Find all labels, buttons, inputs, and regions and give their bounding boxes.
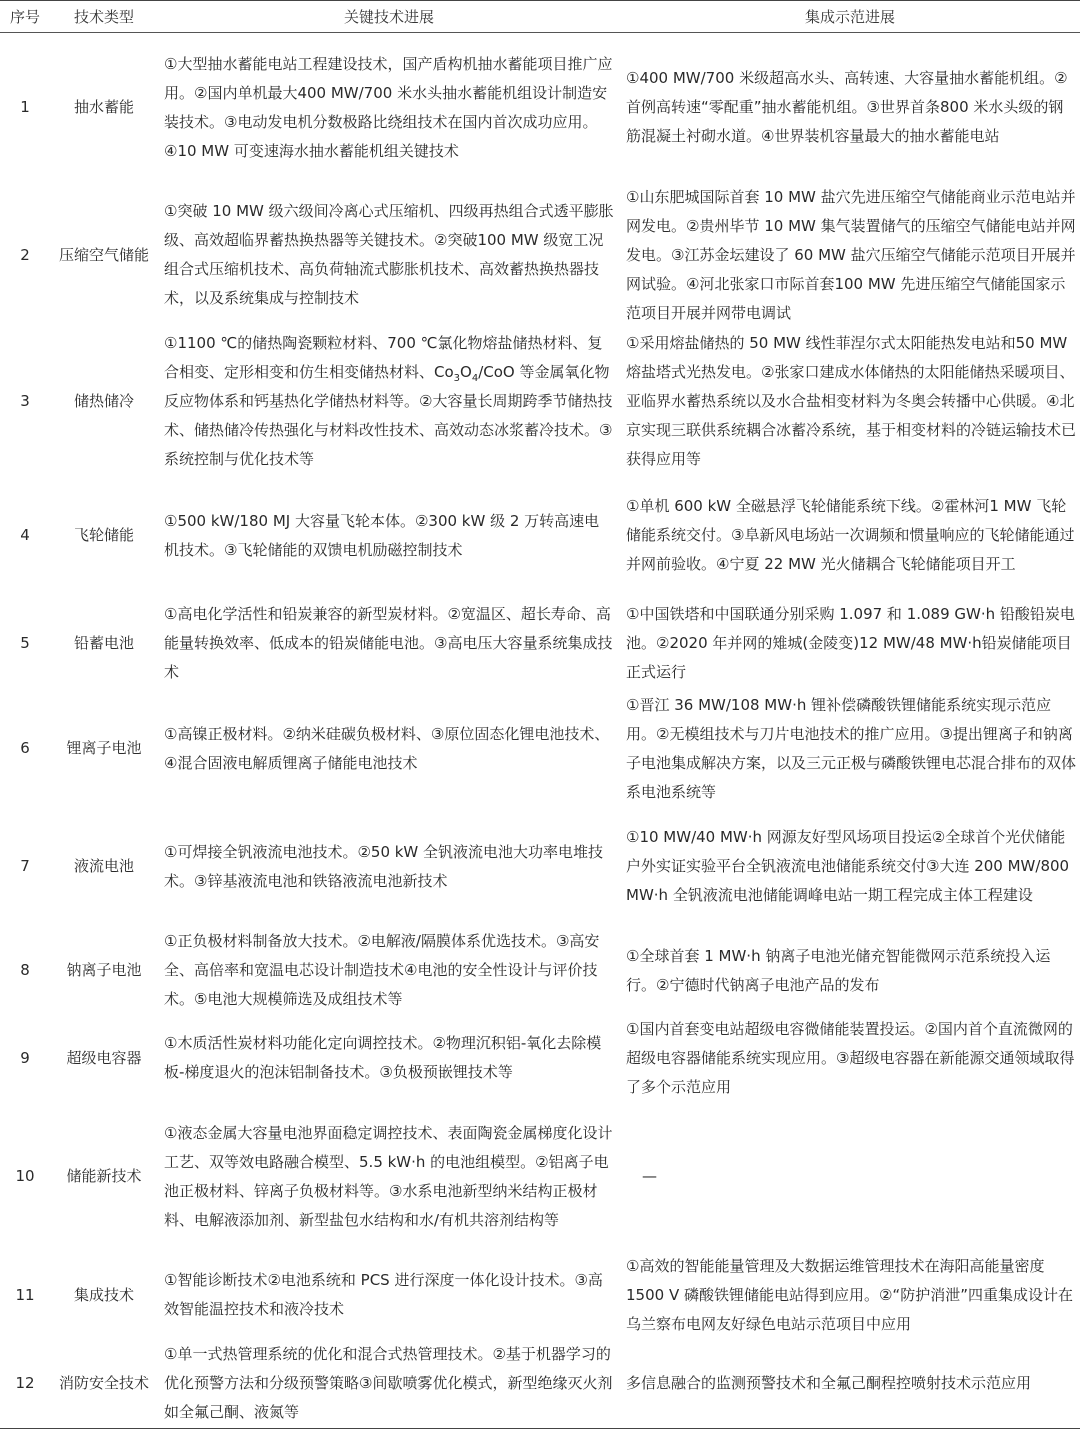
table-row (0, 1102, 1080, 1252)
tech-type: 抽水蓄能 (73, 98, 134, 117)
tech-type: 液流电池 (73, 857, 134, 875)
row-number: 6 (20, 739, 30, 757)
tech-type: 锂离子电池 (66, 739, 142, 757)
row-number: 10 (15, 1167, 35, 1185)
tech-type: 集成技术 (73, 1285, 134, 1304)
table-row (0, 807, 1080, 927)
key-progress: ①木质活性炭材料功能化定向调控技术。②物理沉积铝-氧化去除模板-梯度退火的泡沫铝制备技术。③负极预嵌锂技术等 (164, 1034, 602, 1081)
row-number: 8 (20, 961, 30, 979)
row-number: 12 (0, 1339, 50, 1429)
row-number: 2 (20, 245, 30, 264)
key-progress: ①大型抽水蓄能电站工程建设技术，国产盾构机抽水蓄能项目推广应用。②国内单机最大400 MW/700 米水头抽水蓄能机组设计制造安装技术。③电动发电机分数极路比绕组技术在国内首次成功应用。④10 MW 可变速海水抽水蓄能机组关键技术 (164, 54, 613, 160)
key-progress: ①可焊接全钒液流电池技术。②50 kW 全钒液流电池大功率电堆技术。③锌基液流电池和铁铬液流电池新技术 (164, 842, 604, 890)
row-number: 9 (20, 1048, 30, 1067)
tech-type: 铅蓄电池 (73, 633, 134, 652)
tech-type: 压缩空气储能 (58, 245, 149, 264)
key-progress: ①1100 ℃的储热陶瓷颗粒材料、700 ℃氯化物熔盐储热材料、复合相变、定形相变和仿生相变储热材料、$Co_3O_4$/CoO 等金属氧化物反应物体系和钙基热化学储热材料等。②大容量长周期跨季节储热技术、储热储冷传热强化与材料改性技术、高效动态冰浆蓄冷技术。③系统控制与优化技术等 (164, 334, 613, 468)
demo-progress: ①山东肥城国际首套 10 MW 盐穴先进压缩空气储能商业示范电站并网发电。②贵州毕节 10 MW 集气装置储气的压缩空气储能电站并网发电。③江苏金坛建设了 60 MW 盐穴压缩空气储能示范项目开展并网试验。④河北张家口市际首套100 MW 先进压缩空气储能国家示范项目开展并网带电调试 (626, 187, 1076, 322)
key-progress: ①500 kW/180 MJ 大容量飞轮本体。②300 kW 级 2 万转高速电机技术。③飞轮储能的双馈电机励磁控制技术 (164, 511, 600, 559)
tech-type: 储能新技术 (66, 1167, 142, 1185)
row-number: 7 (20, 857, 30, 875)
demo-progress: — (642, 1167, 657, 1185)
key-progress: ①智能诊断技术②电池系统和 PCS 进行深度一体化设计技术。③高效智能温控技术和液冷技术 (164, 1271, 603, 1318)
row-number: 1 (20, 98, 30, 117)
key-progress: ①高电化学活性和铅炭兼容的新型炭材料。②宽温区、超长寿命、高能量转换效率、低成本的铅炭储能电池。③高电压大容量系统集成技术 (164, 604, 613, 681)
demo-progress: ①中国铁塔和中国联通分别采购 1.097 和 1.089 GW·h 铅酸铅炭电池。②2020 年并网的雉城(金陵变)12 MW/48 MW·h铅炭储能项目正式运行 (626, 604, 1075, 681)
demo-progress: ①国内首套变电站超级电容微储能装置投运。②国内首个直流微网的超级电容器储能系统实现应用。③超级电容器在新能源交通领域取得了多个示范应用 (626, 1019, 1075, 1096)
demo-progress: ①采用熔盐储热的 50 MW 线性菲涅尔式太阳能热发电站和50 MW 熔盐塔式光热发电。②张家口建成水体储热的太阳能储热采暖项目、亚临界水蓄热系统以及水合盐相变材料为冬奥会转播中心供暖。④北京实现三联供系统耦合冰蓄冷系统，基于相变材料的冷链运输技术已获得应用等 (626, 334, 1077, 468)
key-progress: ①单一式热管理系统的优化和混合式热管理技术。②基于机器学习的优化预警方法和分级预警策略③间歇喷雾优化模式，新型绝缘灭火剂如全氟己酮、液氮等 (158, 1339, 620, 1429)
table-row (0, 596, 1080, 691)
table-row (0, 476, 1080, 596)
table-row (0, 1339, 1080, 1429)
tech-type: 钠离子电池 (66, 961, 142, 979)
table-row (0, 691, 1080, 807)
tech-type: 超级电容器 (66, 1048, 142, 1067)
row-number: 5 (20, 633, 30, 652)
demo-progress: ①晋江 36 MW/108 MW·h 锂补偿磷酸铁锂储能系统实现示范应用。②无模组技术与刀片电池技术的推广应用。③提出锂离子和钠离子电池集成解决方案，以及三元正极与磷酸铁锂电芯混合排布的双体系电池系统等 (626, 695, 1077, 801)
demo-progress: ①10 MW/40 MW·h 网源友好型风场项目投运②全球首个光伏储能户外实证实验平台全钒液流电池储能系统交付③大连 200 MW/800 MW·h 全钒液流电池储能调峰电站一期工程完成主体工程建设 (626, 828, 1070, 904)
table-row (0, 927, 1080, 1015)
table-header-row (0, 1, 1080, 33)
row-number: 4 (20, 526, 30, 544)
demo-progress: ①400 MW/700 米级超高水头、高转速、大容量抽水蓄能机组。②首例高转速“零配重”抽水蓄能机组。③世界首条800 米水头级的钢筋混凝土衬砌水道。④世界装机容量最大的抽水蓄能电站 (626, 69, 1068, 146)
tech-type: 储热储冷 (73, 392, 134, 410)
header-key-progress: 关键技术进展 (158, 1, 620, 33)
demo-progress: ①高效的智能能量管理及大数据运维管理技术在海阳高能量密度 1500 V 磷酸铁锂储能电站得到应用。②“防护消泄”四重集成设计在乌兰察布电网友好绿色电站示范项目中应用 (626, 1256, 1073, 1333)
demo-progress: ①全球首套 1 MW·h 钠离子电池光储充智能微网示范系统投入运行。②宁德时代钠离子电池产品的发布 (626, 946, 1051, 994)
key-progress: ①突破 10 MW 级六级间冷离心式压缩机、四级再热组合式透平膨胀级、高效超临界蓄热换热器等关键技术。②突破100 MW 级宽工况组合式压缩机技术、高负荷轴流式膨胀机技术、高效蓄热换热器技术，以及系统集成与控制技术 (164, 202, 614, 307)
table-row (0, 328, 1080, 476)
key-progress: ①正负极材料制备放大技术。②电解液/隔膜体系优选技术。③高安全、高倍率和宽温电芯设计制造技术④电池的安全性设计与评价技术。⑤电池大规模筛选及成组技术等 (164, 932, 600, 1008)
key-progress: ①高镍正极材料。②纳米硅碳负极材料、③原位固态化锂电池技术、④混合固液电解质锂离子储能电池技术 (164, 724, 610, 772)
row-number: 11 (15, 1285, 35, 1304)
table-row (0, 33, 1080, 183)
tech-type: 飞轮储能 (73, 526, 134, 544)
header-demo-progress: 集成示范进展 (620, 1, 1080, 33)
table-row (0, 1015, 1080, 1102)
table-row (0, 183, 1080, 328)
header-number: 序号 (0, 1, 50, 33)
key-progress: ①液态金属大容量电池界面稳定调控技术、表面陶瓷金属梯度化设计工艺、双等效电路融合模型、5.5 kW·h 的电池组模型。②铝离子电池正极材料、锌离子负极材料等。③水系电池新型纳米结构正极材料、电解液添加剂、新型盐包水结构和水/有机共溶剂结构等 (164, 1123, 613, 1229)
table-row (0, 1252, 1080, 1339)
header-tech-type: 技术类型 (50, 1, 158, 33)
row-number: 3 (20, 392, 30, 410)
demo-progress: 多信息融合的监测预警技术和全氟己酮程控喷射技术示范应用 (620, 1339, 1080, 1429)
tech-type: 消防安全技术 (50, 1339, 158, 1429)
demo-progress: ①单机 600 kW 全磁悬浮飞轮储能系统下线。②霍林河1 MW 飞轮储能系统交付。③阜新风电场站一次调频和惯量响应的飞轮储能通过并网前验收。④宁夏 22 MW 光火储耦合飞轮储能项目开工 (626, 497, 1075, 573)
